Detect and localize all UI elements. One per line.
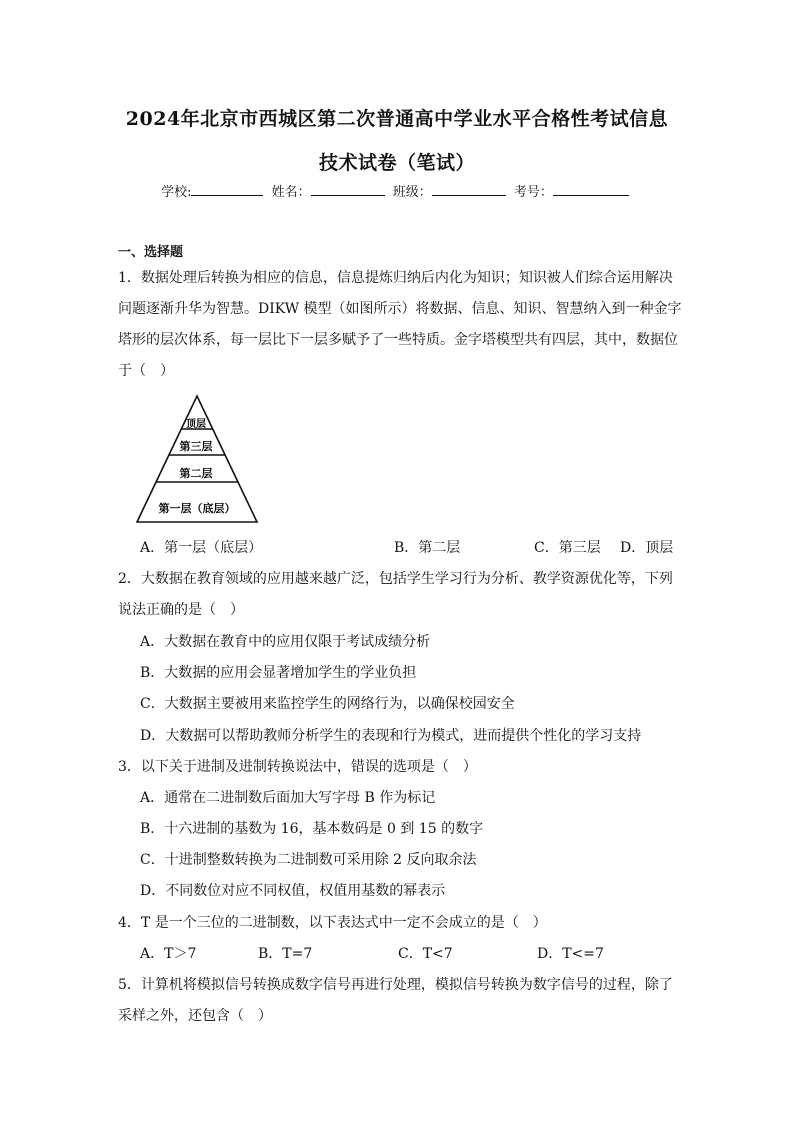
exam-title-line2: 技术试卷（笔试）	[318, 152, 475, 174]
q4-option-b: B．T=7	[258, 946, 313, 962]
school-label: 学校:	[161, 185, 192, 200]
q4-option-a: A．T＞7	[140, 946, 197, 962]
q2-option-b: B．大数据的应用会显著增加学生的学业负担	[140, 665, 417, 681]
q1-option-c: C．第三层	[534, 540, 601, 556]
q3-option-c: C．十进制整数转换为二进制数可采用除 2 反向取余法	[140, 852, 477, 868]
q1-line: 于（ ）	[118, 363, 174, 379]
dikw-pyramid-diagram	[130, 392, 264, 528]
q4-line: 4．T 是一个三位的二进制数，以下表达式中一定不会成立的是（ ）	[118, 915, 547, 931]
q5-line: 采样之外，还包含（ ）	[118, 1008, 272, 1024]
q1-option-a: A．第一层（底层）	[140, 540, 263, 556]
q4-option-d: D．T<=7	[537, 946, 604, 962]
q3-line: 3．以下关于进制及进制转换说法中，错误的选项是（ ）	[118, 759, 477, 775]
q3-option-b: B．十六进制的基数为 16，基本数码是 0 到 15 的数字	[140, 821, 484, 837]
q2-option-c: C．大数据主要被用来监控学生的网络行为，以确保校园安全	[140, 696, 515, 712]
class-label: 班级：	[392, 185, 432, 200]
pyramid-first-label: 第一层（底层）	[158, 502, 236, 515]
class-field[interactable]	[432, 181, 506, 196]
school-field[interactable]	[191, 181, 263, 196]
pyramid-third-label: 第三层	[179, 440, 213, 453]
q1-line: 1．数据处理后转换为相应的信息，信息提炼归纳后内化为知识；知识被人们综合运用解决	[118, 270, 673, 286]
q2-line: 2．大数据在教育领域的应用越来越广泛，包括学生学习行为分析、教学资源优化等，下列	[118, 571, 673, 587]
q2-option-a: A．大数据在教育中的应用仅限于考试成绩分析	[140, 634, 431, 650]
q1-line: 问题逐渐升华为智慧。DIKW 模型（如图所示）将数据、信息、知识、智慧纳入到一种金字	[118, 301, 682, 317]
student-info-row	[0, 181, 794, 200]
q3-option-a: A．通常在二进制数后面加大写字母 B 作为标记	[140, 790, 436, 806]
q1-option-d: D．顶层	[620, 540, 674, 556]
name-label: 姓名：	[271, 185, 311, 200]
q1-option-b: B．第二层	[394, 540, 461, 556]
exam-number-label: 考号：	[513, 185, 553, 200]
exam-title-line1: 2024年北京市西城区第二次普通高中学业水平合格性考试信息	[125, 108, 669, 130]
q5-line: 5．计算机将模拟信号转换成数字信号再进行处理，模拟信号转换为数字信号的过程，除了	[118, 977, 673, 993]
pyramid-second-label: 第二层	[179, 467, 213, 480]
q4-option-c: C．T<7	[398, 946, 453, 962]
pyramid-top-label: 顶层	[186, 419, 206, 430]
exam-number-field[interactable]	[553, 181, 629, 196]
q2-option-d: D．大数据可以帮助教师分析学生的表现和行为模式，进而提供个性化的学习支持	[140, 728, 642, 744]
q2-line: 说法正确的是（ ）	[118, 602, 244, 618]
section-heading: 一、选择题	[118, 245, 184, 260]
name-field[interactable]	[311, 181, 385, 196]
q3-option-d: D．不同数位对应不同权值，权值用基数的幂表示	[140, 883, 446, 899]
q1-line: 塔形的层次体系，每一层比下一层多赋予了一些特质。金字塔模型共有四层，其中，数据位	[118, 332, 678, 348]
